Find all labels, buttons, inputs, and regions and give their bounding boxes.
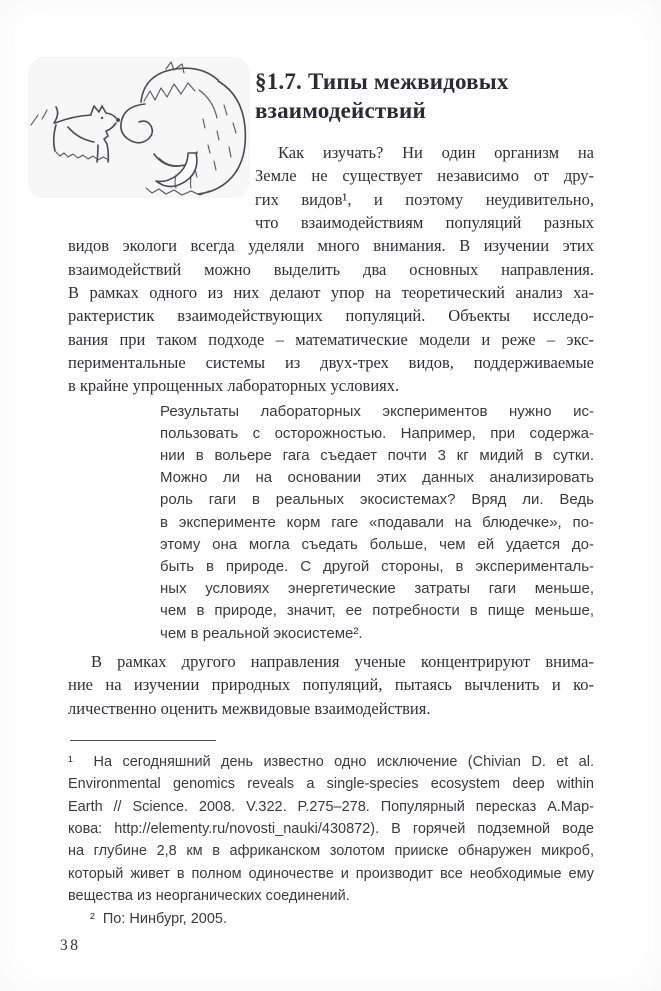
page-number: 38 bbox=[60, 937, 81, 955]
text-line: быть в природе. С другой стороны, в эксперименталь- bbox=[160, 558, 594, 576]
text-line: ¹ На сегодняшний день известно одно исключение (Chivian D. et al. bbox=[68, 753, 594, 770]
example-block-quote bbox=[160, 401, 594, 645]
text-line: вания при таком подходе – математические модели и реже – экс- bbox=[68, 329, 594, 349]
text-line: видов экологи всегда уделяли много внимания. В изучении этих bbox=[68, 236, 594, 256]
text-line: Земле не существует независимо от дру- bbox=[255, 166, 594, 186]
dog-and-mammoth-illustration bbox=[28, 57, 250, 198]
text-line: роль гаги в реальных экосистемах? Вряд ли. Ведь bbox=[160, 491, 594, 509]
text-line: чем в природе, значит, ее потребности в пище меньше, bbox=[160, 602, 594, 620]
text-line: что взаимодействиям популяций разных bbox=[255, 212, 594, 232]
footnote-separator bbox=[70, 740, 216, 741]
text-line: пользовать с осторожностью. Например, при содержа- bbox=[160, 424, 594, 442]
text-line: Как изучать? Ни один организм на bbox=[278, 143, 594, 162]
text-line: кова: http://elementy.ru/novosti_nauki/430872). В горячей подземной воде bbox=[68, 821, 594, 838]
text-line: гих видов¹, и поэтому неудивительно, bbox=[255, 189, 594, 209]
paragraph-2 bbox=[68, 650, 594, 720]
text-line: Earth // Science. 2008. V.322. P.275–278. Популярный пересказ А.Мар- bbox=[68, 798, 594, 815]
mammoth-figure bbox=[121, 62, 246, 195]
text-line: взаимодействий bbox=[255, 98, 426, 123]
text-line: нии в вольере гага съедает почти 3 кг мидий в сутки. bbox=[160, 447, 594, 465]
text-line: ние на изучении природных популяций, пытаясь вычленить и ко- bbox=[68, 675, 594, 695]
text-line: рактеристик взаимодействующих популяций. Объекты исследо- bbox=[68, 306, 594, 326]
text-line: Можно ли на основании этих данных анализировать bbox=[160, 469, 594, 487]
text-line: Environmental genomics reveals a single-species ecosystem deep within bbox=[68, 776, 594, 793]
text-line: чем в реальной экосистеме². bbox=[160, 624, 363, 642]
dog-mammoth-drawing bbox=[28, 57, 250, 198]
text-line: личественно оценить межвидовые взаимодействия. bbox=[68, 698, 431, 718]
text-line: В рамках другого направления ученые концентрируют внима- bbox=[91, 651, 594, 671]
text-line: в эксперименте корм гаге «подавали на блюдечке», по- bbox=[160, 513, 594, 531]
text-line: в крайне упрощенных лабораторных условиях. bbox=[68, 376, 400, 396]
text-line: ных условиях энергетические затраты гаги меньше, bbox=[160, 580, 594, 598]
text-line: взаимодействий можно выделить два основных направления. bbox=[68, 259, 594, 279]
footnote-2 bbox=[68, 908, 594, 930]
footnote-1 bbox=[68, 751, 594, 908]
text-line: вещества из неорганических соединений. bbox=[68, 888, 350, 905]
text-line: В рамках одного из них делают упор на теоретический анализ ха- bbox=[68, 282, 594, 302]
text-line: на глубине 2,8 км в африканском золотом прииске обнаружен микроб, bbox=[68, 843, 594, 860]
text-line: периментальные системы из двух-трех видов, поддерживаемые bbox=[68, 352, 594, 372]
text-line: ² По: Нинбург, 2005. bbox=[90, 910, 228, 927]
footnotes bbox=[68, 751, 594, 930]
text-line: этому она могла съедать больше, чем ей удается до- bbox=[160, 535, 594, 553]
text-line: §1.7. Типы межвидовых bbox=[255, 69, 509, 94]
text-line: Результаты лабораторных экспериментов нужно ис- bbox=[160, 402, 594, 420]
text-line: который живет в полном одиночестве и производит все необходимые ему bbox=[68, 865, 594, 882]
dog-figure bbox=[31, 106, 120, 162]
